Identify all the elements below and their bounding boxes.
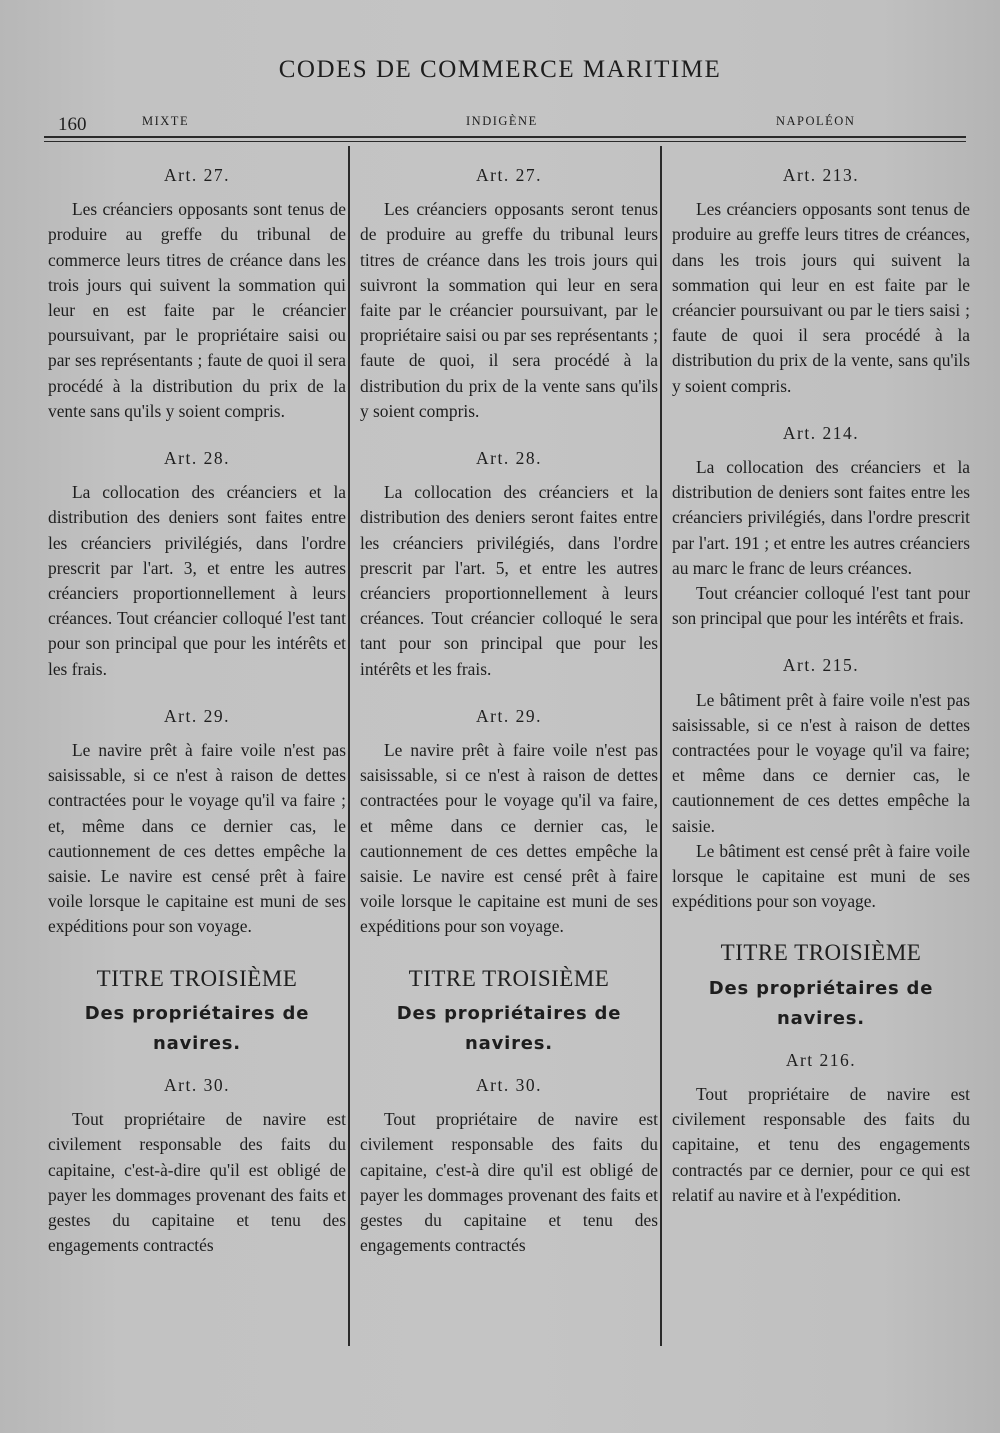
article-text: Le bâtiment est censé prêt à faire voile lorsque le capitaine est muni de ses expéditions pour son voyage. bbox=[672, 840, 970, 912]
titre-heading: TITRE TROISIÈME bbox=[408, 965, 610, 991]
article-text: Tout propriétaire de navire est civilement responsable des faits du capitaine, c'est-à dire qu'il est obligé de payer les dommages provenant des faits et gestes du capitaine et tenu des engagements contractés bbox=[360, 1109, 658, 1256]
article-title: Art. 28. bbox=[164, 448, 230, 469]
article-text: La collocation des créanciers et la distribution des deniers seront faites entre les créanciers privilégiés, dans l'ordre prescrit par l'art. 5, et entre les autres créanciers proportionnellement à leurs créances. Tout créancier colloqué le sera tant pour son principal que pour les intérêts et les frais. bbox=[360, 482, 658, 679]
article bbox=[48, 163, 346, 424]
column-divider-left bbox=[348, 146, 350, 1346]
article-title: Art. 214. bbox=[782, 422, 860, 443]
article-text: La collocation des créanciers et la distribution de deniers sont faites entre les créanciers privilégiés, dans l'ordre prescrit par l'art. 191 ; et entre les autres créanciers au marc le franc de leurs créances. bbox=[672, 457, 970, 578]
article bbox=[48, 446, 346, 682]
article bbox=[360, 704, 658, 940]
article-text: Les créanciers opposants sont tenus de produire au greffe du tribunal de commerce leurs titres de créance dans les trois jours qui suivent la sommation qui leur en est faite par le créancier poursuivant, par le propriétaire saisi ou par ses représentants ; faute de quoi il sera procédé à la distribution du prix de la vente sans qu'ils y soient compris. bbox=[48, 199, 346, 421]
article bbox=[672, 1048, 970, 1208]
column-divider-right bbox=[660, 146, 662, 1346]
article bbox=[672, 653, 970, 914]
titre-heading: TITRE TROISIÈME bbox=[96, 965, 298, 991]
titre-subtitle: Des propriétaires de navires. bbox=[84, 1002, 310, 1054]
header-rule-bottom bbox=[44, 141, 966, 142]
article-text: Les créanciers opposants sont tenus de produire au greffe leurs titres de créances, dans les trois jours qui suivent la sommation qui leur en est faite par le créancier poursuivant ou par le tiers saisi ; faute de quoi il sera procédé à la distribution du prix de la vente, sans qu'ils y soient compris. bbox=[672, 199, 970, 396]
article-text: Les créanciers opposants seront tenus de produire au greffe du tribunal leurs titres de créance dans les trois jours qui suivront la sommation qui leur en sera faite par le créancier poursuivant, par le propriétaire saisi ou par ses représentants ; faute de quoi, il sera procédé à la distribution du prix de la vente sans qu'ils y soient compris. bbox=[360, 199, 658, 421]
column-mixte bbox=[48, 163, 346, 1280]
column-napoleon bbox=[672, 163, 970, 1230]
article bbox=[360, 446, 658, 682]
article-text: Tout créancier colloqué l'est tant pour son principal que pour les intérêts et frais. bbox=[672, 583, 970, 629]
running-title: CODES DE COMMERCE MARITIME bbox=[278, 56, 722, 83]
article-text: Le navire prêt à faire voile n'est pas saisissable, si ce n'est à raison de dettes contractées pour le voyage qu'il va faire ; et, même dans ce dernier cas, le cautionnement de ces dettes empêche la saisie. Le navire est censé prêt à faire voile lorsque le capitaine est muni de ses expéditions pour son voyage. bbox=[48, 740, 346, 937]
article bbox=[360, 163, 658, 424]
article bbox=[672, 421, 970, 632]
article-title: Art. 27. bbox=[164, 165, 230, 185]
column-header-napoleon: NAPOLÉON bbox=[776, 114, 856, 128]
article-title: Art 216. bbox=[785, 1049, 857, 1070]
article-text: Tout propriétaire de navire est civilement responsable des faits du capitaine, c'est-à-dire qu'il est obligé de payer les dommages provenant des faits et gestes du capitaine et tenu des engagements contractés bbox=[48, 1109, 346, 1256]
article bbox=[672, 163, 970, 399]
article bbox=[48, 1073, 346, 1258]
column-header-mixte: MIXTE bbox=[142, 114, 190, 128]
article-title: Art. 29. bbox=[476, 705, 542, 726]
page-number: 160 bbox=[58, 114, 87, 135]
article-title: Art. 27. bbox=[476, 165, 542, 185]
article-text: Tout propriétaire de navire est civilement responsable des faits du capitaine, et tenu des engagements contractés par ce dernier, pour ce qui est relatif au navire et à l'expédition. bbox=[672, 1083, 970, 1205]
article-text: La collocation des créanciers et la distribution des deniers sont faites entre les créanciers privilégiés, dans l'ordre prescrit par l'art. 3, et entre les autres créanciers proportionnellement à leurs créances. Tout créancier colloqué l'est tant pour son principal que pour les intérêts et les frais. bbox=[48, 482, 346, 679]
article-title: Art. 28. bbox=[476, 448, 542, 469]
article-title: Art. 29. bbox=[164, 705, 230, 726]
titre-subtitle: Des propriétaires de navires. bbox=[396, 1002, 622, 1054]
titre-subtitle: Des propriétaires de navires. bbox=[708, 977, 934, 1029]
article-title: Art. 30. bbox=[476, 1074, 542, 1095]
article-text: Le bâtiment prêt à faire voile n'est pas saisissable, si ce n'est à raison de dettes contractées pour le voyage qu'il va faire; et même dans ce dernier cas, le cautionnement de ces dettes empêche la saisie. bbox=[672, 689, 970, 836]
article bbox=[360, 1073, 658, 1258]
article-title: Art. 30. bbox=[164, 1074, 230, 1095]
article bbox=[48, 704, 346, 940]
column-header-indigene: INDIGÈNE bbox=[466, 114, 538, 128]
article-text: Le navire prêt à faire voile n'est pas saisissable, si ce n'est à raison de dettes contractées pour le voyage qu'il va faire, et même dans ce dernier cas, le cautionnement de ces dettes empêche la saisie. Le navire est censé prêt à faire voile lorsque le capitaine est muni de ses expéditions pour son voyage. bbox=[360, 740, 658, 937]
column-indigene bbox=[360, 163, 658, 1280]
article-title: Art. 215. bbox=[782, 655, 860, 676]
article-title: Art. 213. bbox=[782, 165, 860, 185]
header-rule-top bbox=[44, 136, 966, 138]
titre-heading: TITRE TROISIÈME bbox=[720, 940, 922, 966]
